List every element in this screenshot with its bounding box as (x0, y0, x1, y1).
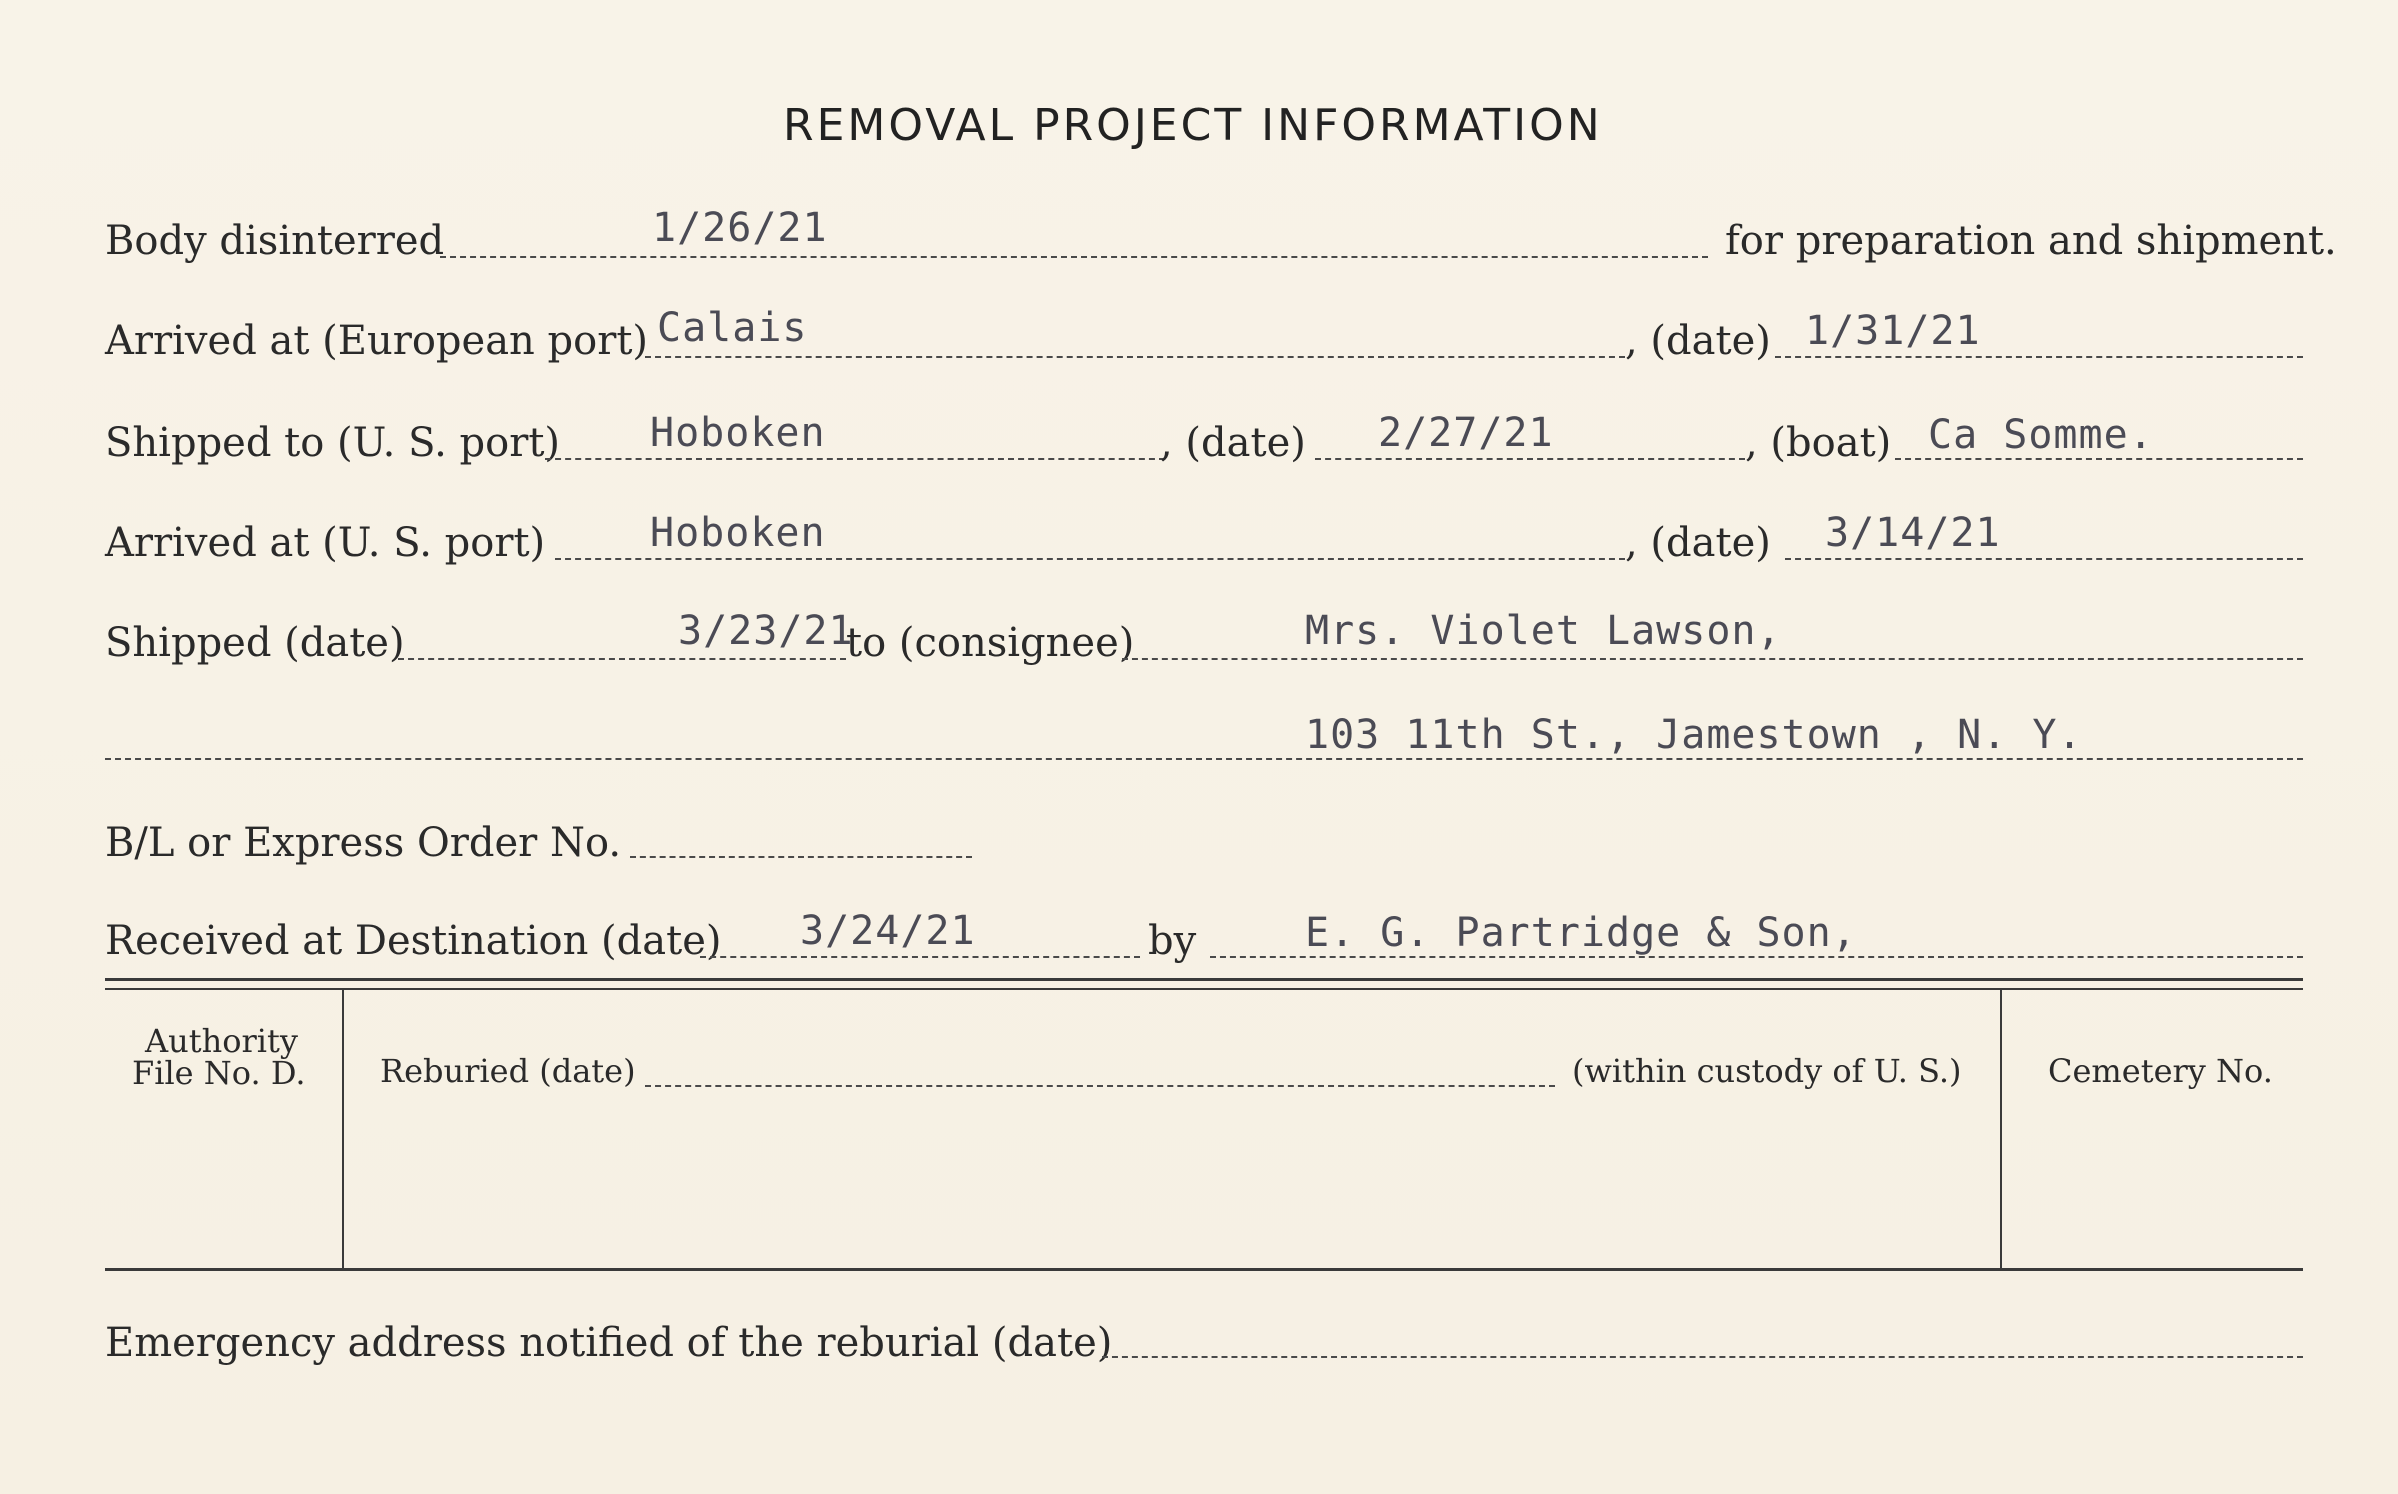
arrived-us-port: Hoboken (650, 510, 826, 556)
disinterred-label: Body disinterred (105, 218, 445, 264)
consignee-dotted-line (1122, 658, 2303, 660)
arrived-us-date: 3/14/21 (1825, 510, 2001, 556)
arrived-us-date-dotted-line (1785, 558, 2303, 560)
received-dotted-line (700, 956, 1140, 958)
shipped-date: 3/23/21 (678, 608, 854, 654)
arrived-eu-date: 1/31/21 (1805, 308, 1981, 354)
bl-dotted-line (630, 856, 972, 858)
table-divider-right (2000, 990, 2002, 1268)
arrived-us-date-label: , (date) (1625, 520, 1771, 566)
reburied-dotted-line (645, 1085, 1555, 1087)
shipped-date-dotted-line (398, 658, 846, 660)
consignee-name: Mrs. Violet Lawson, (1305, 608, 1782, 654)
shipped-us-dotted-line (545, 458, 1165, 460)
disinterred-dotted-line (440, 256, 1708, 258)
page-title: REMOVAL PROJECT INFORMATION (783, 100, 1603, 151)
table-bottom-rule (105, 1268, 2303, 1271)
reburied-label: Reburied (date) (380, 1052, 636, 1090)
arrived-eu-date-label: , (date) (1625, 318, 1771, 364)
shipped-us-boat: Ca Somme. (1928, 412, 2154, 458)
disinterred-date: 1/26/21 (652, 205, 828, 251)
shipped-us-date: 2/27/21 (1378, 410, 1554, 456)
shipped-us-date-label: , (date) (1160, 420, 1306, 466)
shipped-date-label: Shipped (date) (105, 620, 405, 666)
received-label: Received at Destination (date) (105, 918, 722, 964)
consignee-address: 103 11th St., Jamestown , N. Y. (1305, 712, 2083, 758)
received-by: E. G. Partridge & Son, (1305, 910, 1857, 956)
shipped-us-date-dotted-line (1315, 458, 1745, 460)
shipped-us-port: Hoboken (650, 410, 826, 456)
table-top-rule-2 (105, 988, 2303, 990)
arrived-eu-label: Arrived at (European port) (105, 318, 649, 364)
emergency-dotted-line (1102, 1356, 2303, 1358)
authority-label-1: Authority (145, 1022, 298, 1060)
arrived-us-dotted-line (555, 558, 1625, 560)
consignee-label: to (consignee) (846, 620, 1135, 666)
table-top-rule (105, 978, 2303, 981)
table-divider-left (342, 990, 344, 1268)
arrived-eu-port: Calais (657, 305, 808, 351)
arrived-us-label: Arrived at (U. S. port) (105, 520, 546, 566)
emergency-label: Emergency address notified of the reburial (date) (105, 1320, 1113, 1366)
authority-label-2: File No. D. (132, 1054, 306, 1092)
received-by-dotted-line (1210, 956, 2303, 958)
arrived-eu-date-dotted-line (1775, 356, 2303, 358)
custody-label: (within custody of U. S.) (1572, 1052, 1962, 1090)
address-dotted-line (105, 758, 2303, 760)
cemetery-label: Cemetery No. (2048, 1052, 2273, 1090)
shipped-us-boat-label: , (boat) (1745, 420, 1892, 466)
received-date: 3/24/21 (800, 908, 976, 954)
shipped-us-label: Shipped to (U. S. port) (105, 420, 560, 466)
disinterred-suffix: for preparation and shipment. (1725, 218, 2337, 264)
received-by-label: by (1148, 918, 1197, 964)
shipped-us-boat-dotted-line (1895, 458, 2303, 460)
arrived-eu-dotted-line (645, 356, 1625, 358)
bl-label: B/L or Express Order No. (105, 820, 622, 866)
